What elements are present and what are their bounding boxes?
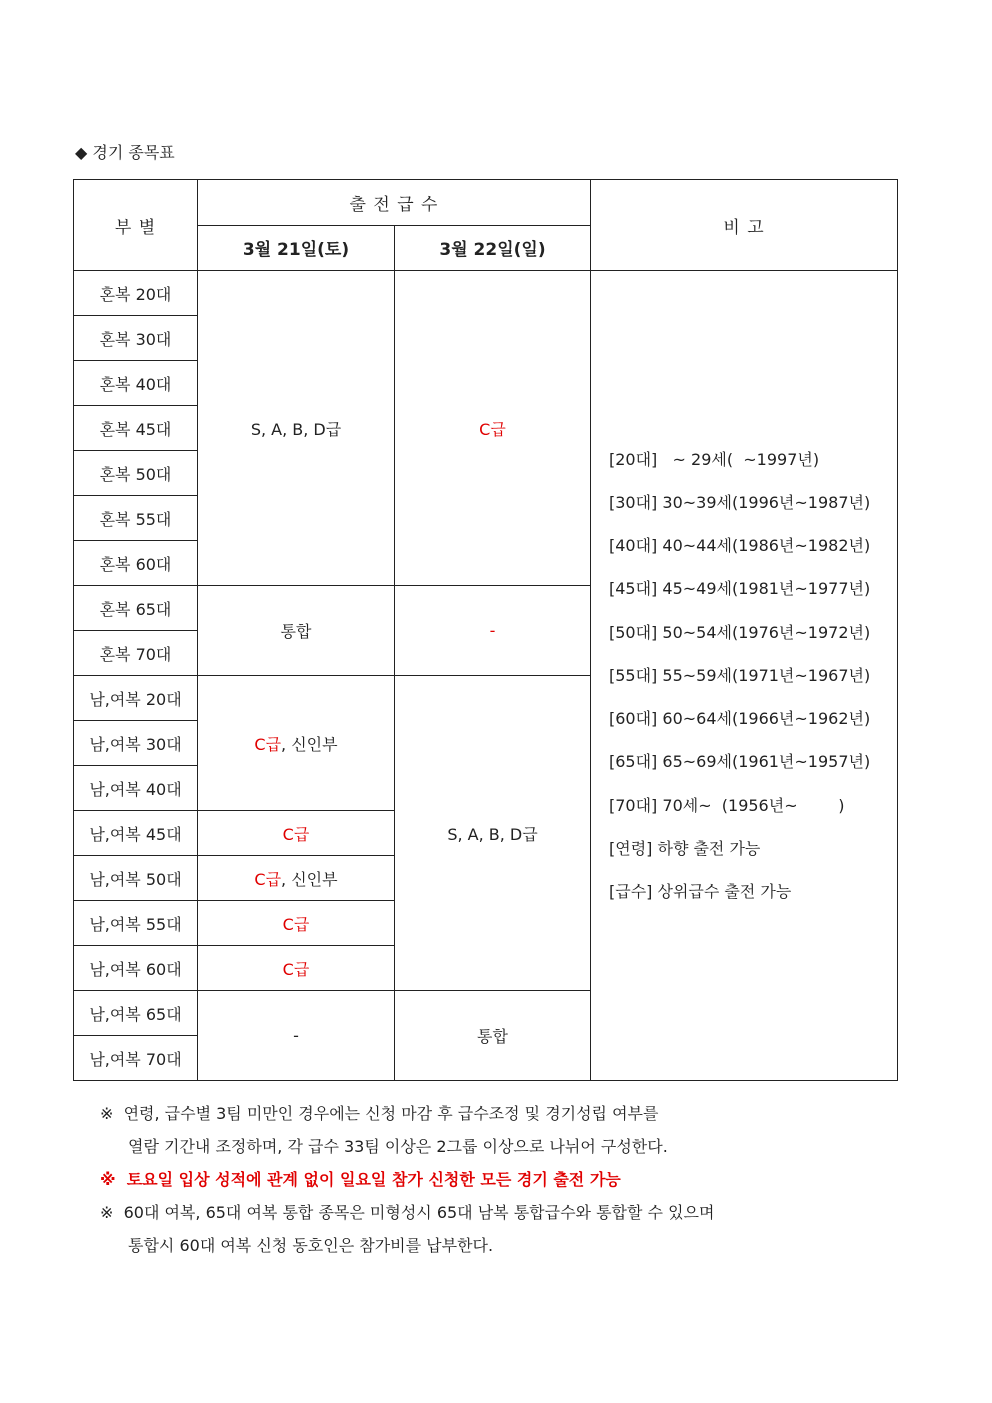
footnotes xyxy=(100,1097,900,1262)
division-cell: 남,여복 45대 xyxy=(74,811,198,856)
division-cell: 남,여복 70대 xyxy=(74,1036,198,1081)
header-division: 부 별 xyxy=(74,180,198,271)
division-cell: 남,여복 65대 xyxy=(74,991,198,1036)
doubles-45-sat-grade: C급 xyxy=(198,811,395,856)
division-cell: 혼복 20대 xyxy=(74,271,198,316)
mixed-old-sat-grade: 통합 xyxy=(198,586,395,676)
footnote-highlight: ※ 토요일 입상 성적에 관계 없이 일요일 참가 신청한 모든 경기 출전 가능 xyxy=(100,1170,621,1189)
header-date-sat: 3월 21일(토) xyxy=(198,225,395,271)
division-cell: 남,여복 60대 xyxy=(74,946,198,991)
division-cell: 혼복 70대 xyxy=(74,631,198,676)
footnote-line: 열람 기간내 조정하며, 각 급수 33팀 이상은 2그룹 이상으로 나뉘어 구성한다. xyxy=(128,1137,668,1156)
division-cell: 남,여복 20대 xyxy=(74,676,198,721)
note-line: [70대] 70세~ (1956년~ ) xyxy=(609,795,845,815)
footnote-line: 통합시 60대 여복 신청 동호인은 참가비를 납부한다. xyxy=(128,1236,494,1255)
note-line: [급수] 상위급수 출전 가능 xyxy=(609,881,792,901)
note-line: [연령] 하향 출전 가능 xyxy=(609,838,761,858)
note-line: [30대] 30~39세(1996년~1987년) xyxy=(609,493,871,513)
mixed-sun-grade: C급 xyxy=(395,271,591,586)
remarks-notes xyxy=(591,271,898,1081)
doubles-sun-grade: S, A, B, D급 xyxy=(395,676,591,991)
doubles-old-sun-grade: 통합 xyxy=(395,991,591,1081)
note-line: [60대] 60~64세(1966년~1962년) xyxy=(609,709,871,729)
division-cell: 혼복 60대 xyxy=(74,541,198,586)
division-cell: 혼복 50대 xyxy=(74,451,198,496)
mixed-sat-grade: S, A, B, D급 xyxy=(198,271,395,586)
doubles-old-sat-grade: - xyxy=(198,991,395,1081)
division-cell: 혼복 40대 xyxy=(74,361,198,406)
mixed-old-sun-grade: - xyxy=(395,586,591,676)
footnote-line: ※ 60대 여복, 65대 여복 통합 종목은 미형성시 65대 남복 통합급수와 통합할 수 있으며 xyxy=(100,1203,715,1222)
note-line: [40대] 40~44세(1986년~1982년) xyxy=(609,536,871,556)
note-line: [45대] 45~49세(1981년~1977년) xyxy=(609,579,871,599)
footnote-line: ※ 연령, 급수별 3팀 미만인 경우에는 신청 마감 후 급수조정 및 경기성립 여부를 xyxy=(100,1104,659,1123)
note-line: [65대] 65~69세(1961년~1957년) xyxy=(609,752,871,772)
division-cell: 남,여복 40대 xyxy=(74,766,198,811)
division-cell: 남,여복 30대 xyxy=(74,721,198,766)
division-cell: 혼복 45대 xyxy=(74,406,198,451)
division-cell: 남,여복 50대 xyxy=(74,856,198,901)
event-table xyxy=(73,179,898,1081)
note-line: [50대] 50~54세(1976년~1972년) xyxy=(609,622,871,642)
note-line: [55대] 55~59세(1971년~1967년) xyxy=(609,665,871,685)
section-title: ◆ 경기 종목표 xyxy=(75,143,175,162)
division-cell: 남,여복 55대 xyxy=(74,901,198,946)
header-remarks: 비 고 xyxy=(591,180,898,271)
note-line: [20대] ~ 29세( ~1997년) xyxy=(609,449,820,469)
header-date-sun: 3월 22일(일) xyxy=(395,225,591,271)
division-cell: 혼복 30대 xyxy=(74,316,198,361)
header-grade-group: 출 전 급 수 xyxy=(198,180,591,226)
doubles-young-sat-grade: C급, 신인부 xyxy=(198,676,395,811)
doubles-55-sat-grade: C급 xyxy=(198,901,395,946)
doubles-60-sat-grade: C급 xyxy=(198,946,395,991)
division-cell: 혼복 65대 xyxy=(74,586,198,631)
division-cell: 혼복 55대 xyxy=(74,496,198,541)
doubles-50-sat-grade: C급, 신인부 xyxy=(198,856,395,901)
